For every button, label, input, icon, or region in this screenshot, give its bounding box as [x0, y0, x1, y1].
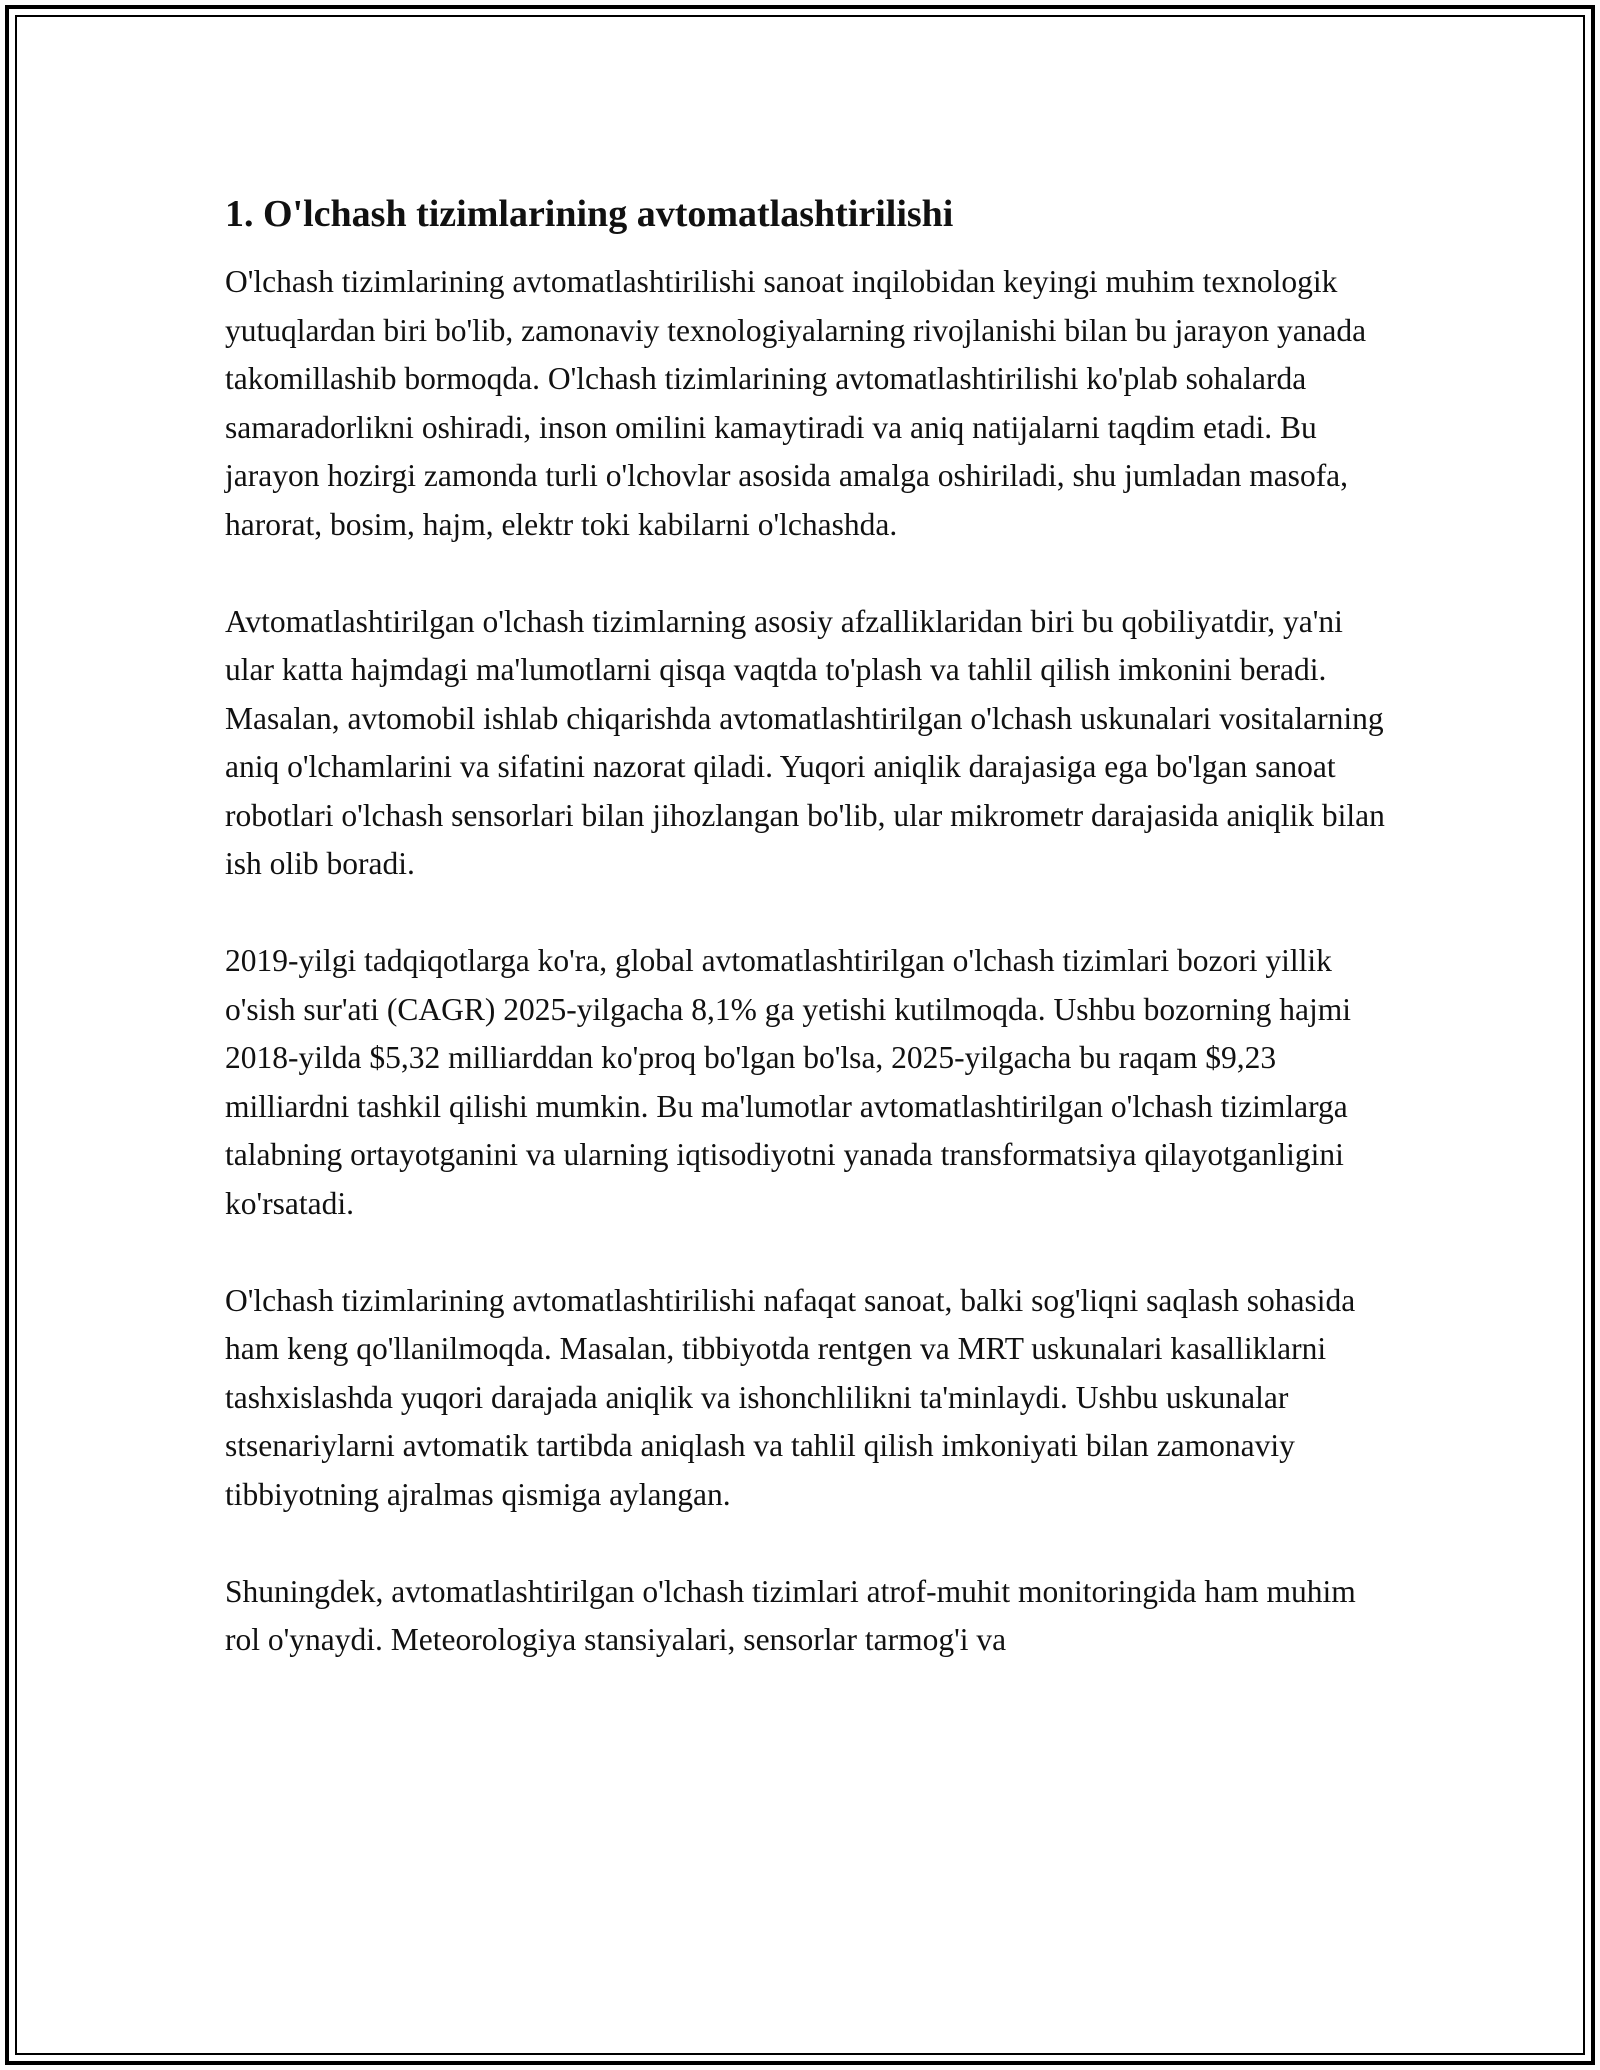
paragraph-2: Avtomatlashtirilgan o'lchash tizimlarning asosiy afzalliklaridan biri bu qobiliyatdir, ya'ni ular katta hajmdagi ma'lumotlarni qisqa vaqtda to'plash va tahlil qilish imkonini beradi. Masalan, avtomobil ishlab chiqarishda avtomatlashtirilgan o'lchash uskunalari vositalarning aniq o'lchamlarini va sifatini nazorat qiladi. Yuqori aniqlik darajasiga ega bo'lgan sanoat robotlari o'lchash sensorlari bilan jihozlangan bo'lib, ular mikrometr darajasida aniqlik bilan ish olib boradi.: [225, 603, 1385, 881]
paragraph-3: 2019-yilgi tadqiqotlarga ko'ra, global avtomatlashtirilgan o'lchash tizimlari bozori yillik o'sish sur'ati (CAGR) 2025-yilgacha 8,1% ga yetishi kutilmoqda. Ushbu bozorning hajmi 2018-yilda $5,32 milliarddan ko'proq bo'lgan bo'lsa, 2025-yilgacha bu raqam $9,23 milliardni tashkil qilishi mumkin. Bu ma'lumotlar avtomatlashtirilgan o'lchash tizimlarga talabning ortayotganini va ularning iqtisodiyotni yanada transformatsiya qilayotganligini ko'rsatadi.: [225, 943, 1351, 1221]
paragraph-5: Shuningdek, avtomatlashtirilgan o'lchash tizimlari atrof-muhit monitoringida ham muhim rol o'ynaydi. Meteorologiya stansiyalari, sensorlar tarmog'i va: [225, 1573, 1356, 1657]
document-body: [225, 186, 1385, 1665]
section-title: 1. O'lchash tizimlarining avtomatlashtirilishi: [225, 193, 954, 235]
paragraph-1: O'lchash tizimlarining avtomatlashtirilishi sanoat inqilobidan keyingi muhim texnologik yutuqlardan biri bo'lib, zamonaviy texnologiyalarning rivojlanishi bilan bu jarayon yanada takomillashib bormoqda. O'lchash tizimlarining avtomatlashtirilishi ko'plab sohalarda samaradorlikni oshiradi, inson omilini kamaytiradi va aniq natijalarni taqdim etadi. Bu jarayon hozirgi zamonda turli o'lchovlar asosida amalga oshiriladi, shu jumladan masofa, harorat, bosim, hajm, elektr toki kabilarni o'lchashda.: [225, 264, 1367, 542]
paragraph-4: O'lchash tizimlarining avtomatlashtirilishi nafaqat sanoat, balki sog'liqni saqlash sohasida ham keng qo'llanilmoqda. Masalan, tibbiyotda rentgen va MRT uskunalari kasalliklarni tashxislashda yuqori darajada aniqlik va ishonchlilikni ta'minlaydi. Ushbu uskunalar stsenariylarni avtomatik tartibda aniqlash va tahlil qilish imkoniyati bilan zamonaviy tibbiyotning ajralmas qismiga aylangan.: [225, 1282, 1356, 1512]
